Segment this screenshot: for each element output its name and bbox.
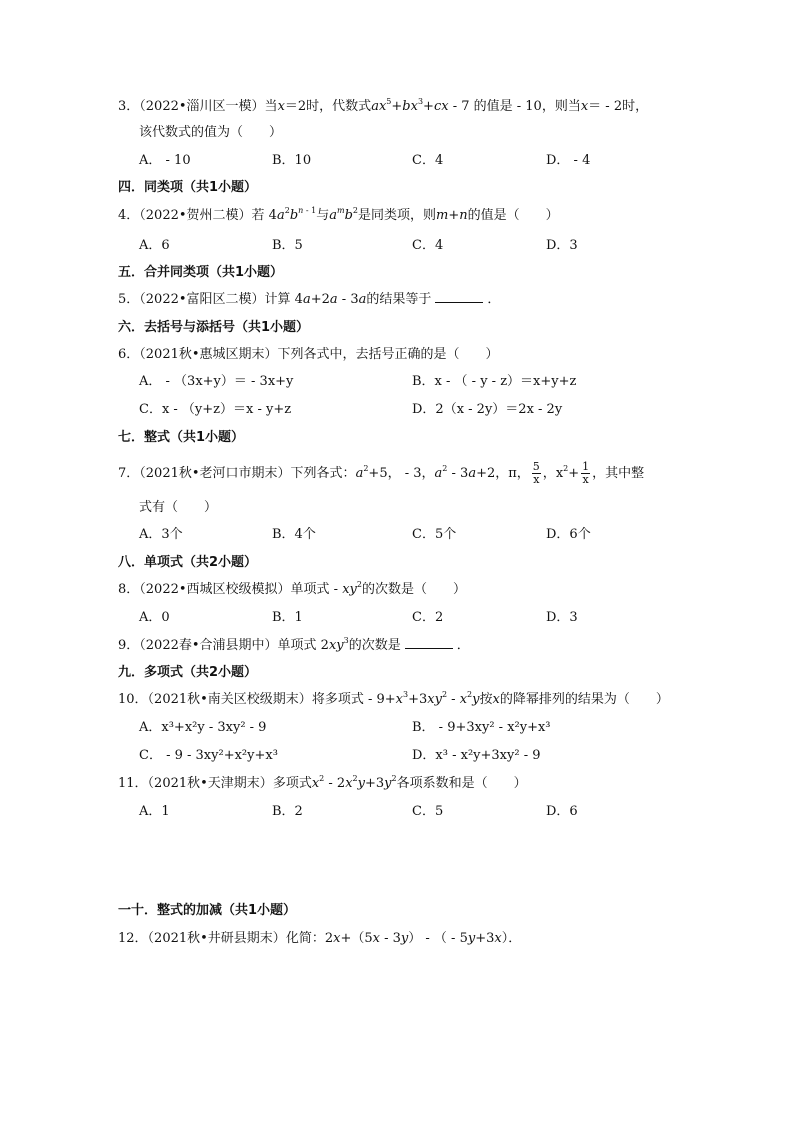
question-5: 5．（2022•富阳区二模）计算 4a+2a - 3a的结果等于 ． (118, 292, 501, 307)
q3-option-c: C．4 (412, 153, 444, 168)
q8-option-d: D．3 (546, 610, 578, 625)
q11-option-b: B．2 (272, 804, 303, 819)
q7-option-a: A．3个 (139, 527, 183, 542)
question-8: 8．（2022•西城区校级模拟）单项式 - $xy^2$的次数是（ ） (118, 580, 467, 597)
q10-option-a: A．x³+x²y - 3xy² - 9 (139, 720, 267, 735)
q11-option-a: A．1 (139, 804, 170, 819)
q4-option-d: D．3 (546, 238, 578, 253)
question-6: 6．（2021秋•惠城区期末）下列各式中，去括号正确的是（ ） (118, 347, 499, 362)
question-3: 3．（2022•淄川区一模）当x＝2时，代数式$ax^5+bx^3+cx - 7$ 的值是 - 10，则当x＝ - 2时， (118, 97, 649, 114)
q7-option-d: D．6个 (546, 527, 591, 542)
fraction-5-over-x: $\frac{5}{x}$ (532, 460, 540, 486)
q6-option-b: B．x - （ - y - z）＝x+y+z (412, 374, 577, 389)
section-heading-6: 六．去括号与添括号（共1小题） (118, 320, 310, 335)
q3-option-a: A． - 10 (139, 153, 191, 168)
question-11: 11．（2021秋•天津期末）多项式$x^2 - 2x^2y+3y^2$各项系数和是（ ） (118, 774, 527, 791)
question-7-line2: 式有（ ） (139, 500, 218, 515)
fraction-1-over-x: $\frac{1}{x}$ (582, 460, 590, 486)
question-12: 12．（2021秋•井研县期末）化简：2x+（5x - 3y） - （ - 5y+3x）． (118, 931, 522, 946)
q7-option-b: B．4个 (272, 527, 316, 542)
section-heading-5: 五．合并同类项（共1小题） (118, 265, 284, 280)
question-4: 4．（2022•贺州二模）若 $4a^2b^{n - 1}$与$a^mb^2$是同类项，则m+n的值是（ ） (118, 206, 559, 223)
q8-option-c: C．2 (412, 610, 444, 625)
section-heading-10: 一十．整式的加减（共1小题） (118, 903, 297, 918)
q8-option-b: B．1 (272, 610, 303, 625)
q4-option-c: C．4 (412, 238, 444, 253)
q10-option-b: B． - 9+3xy² - x²y+x³ (412, 720, 551, 735)
q4-option-a: A．6 (139, 238, 170, 253)
section-heading-4: 四．同类项（共1小题） (118, 180, 258, 195)
question-9: 9．（2022春•合浦县期中）单项式 $2xy^3$的次数是 ． (118, 636, 470, 653)
answer-blank (435, 291, 483, 303)
section-heading-8: 八．单项式（共2小题） (118, 555, 258, 570)
q8-option-a: A．0 (139, 610, 170, 625)
q6-option-a: A． - （3x+y）＝ - 3x+y (139, 374, 294, 389)
q7-option-c: C．5个 (412, 527, 457, 542)
section-heading-9: 九．多项式（共2小题） (118, 665, 258, 680)
q10-option-d: D．x³ - x²y+3xy² - 9 (412, 748, 541, 763)
q11-option-d: D．6 (546, 804, 578, 819)
q4-option-b: B．5 (272, 238, 303, 253)
question-7: 7．（2021秋•老河口市期末）下列各式：$a^2+5$， - 3，$a^2 - 3a+2$，π， $\frac{5}{x}$ ，$x^2+$ $\frac{1}{x}$ ，其中整 (118, 460, 645, 486)
q6-option-c: C．x - （y+z）＝x - y+z (139, 402, 292, 417)
section-heading-7: 七．整式（共1小题） (118, 430, 245, 445)
answer-blank (405, 637, 453, 649)
q10-option-c: C． - 9 - 3xy²+x²y+x³ (139, 748, 278, 763)
q3-option-d: D． - 4 (546, 153, 591, 168)
question-3-line2: 该代数式的值为（ ） (139, 125, 283, 140)
q11-option-c: C．5 (412, 804, 444, 819)
q3-option-b: B．10 (272, 153, 312, 168)
q6-option-d: D．2（x - 2y）＝2x - 2y (412, 402, 563, 417)
question-10: 10．（2021秋•南关区校级期末）将多项式 - $9+x^3+3xy^2 - x^2y$按x的降幂排列的结果为（ ） (118, 690, 669, 707)
